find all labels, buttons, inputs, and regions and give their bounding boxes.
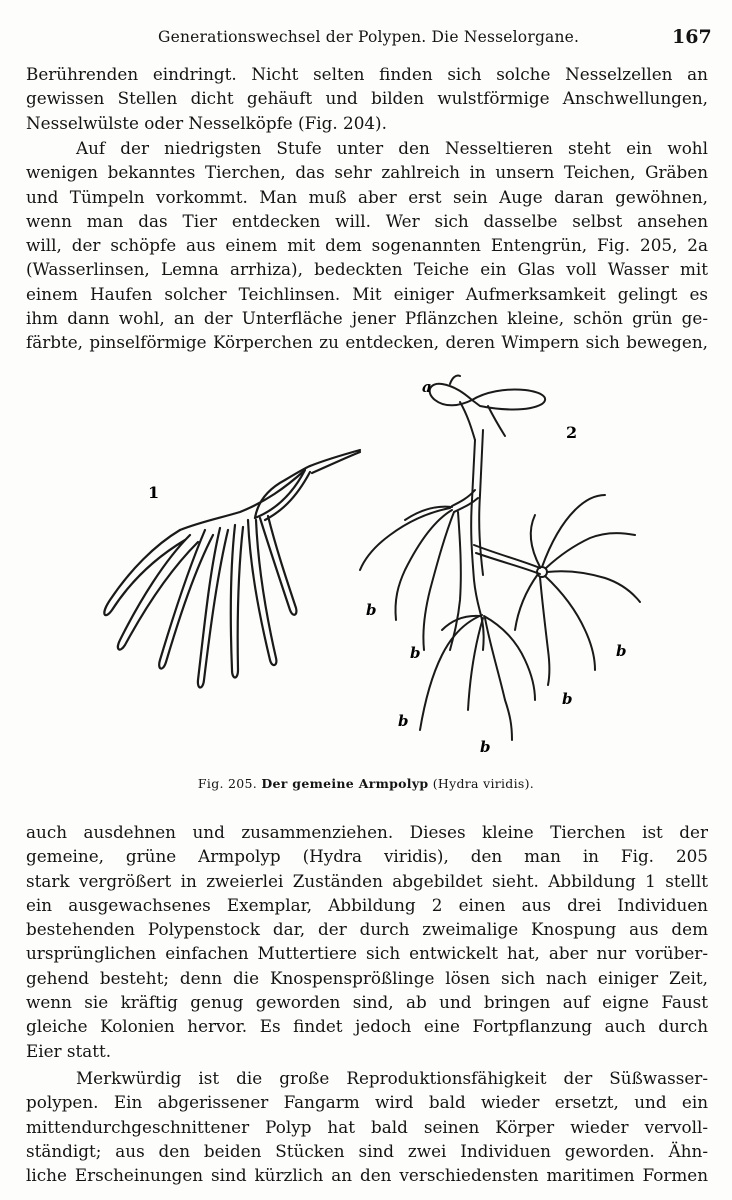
caption-latin: (Hydra viridis). xyxy=(432,776,535,791)
text-line: ihm dann wohl, an der Unterfläche jener Pflänzchen kleine, schön grün ge- xyxy=(26,308,708,329)
caption-title: Der gemeine Armpolyp xyxy=(261,776,429,791)
text-line: (Wasserlinsen, Lemna arrhiza), bedeckten Teiche ein Glas voll Wasser mit xyxy=(26,259,708,280)
figure-label-2: 2 xyxy=(566,423,578,442)
text-line: Merkwürdig ist die große Reproduktionsfähigkeit der Süßwasser- xyxy=(76,1068,708,1088)
figure-label-b: b xyxy=(616,642,627,660)
text-line: ein ausgewachsenes Exemplar, Abbildung 2 einen aus drei Individuen xyxy=(26,894,708,915)
figure-label-b: b xyxy=(480,738,491,756)
text-line: will, der schöpfe aus einem mit dem sogenannten Entengrün, Fig. 205, 2a xyxy=(26,235,708,256)
figure-label-b: b xyxy=(398,712,409,730)
text-line: wenn man das Tier entdecken will. Wer sich dasselbe selbst ansehen xyxy=(26,210,708,231)
text-line: polypen. Ein abgerissener Fangarm wird bald wieder ersetzt, und ein xyxy=(26,1092,708,1113)
figure-label-b: b xyxy=(410,644,421,662)
paragraph-2 xyxy=(26,136,708,355)
text-line: und Tümpeln vorkommt. Man muß aber erst sein Auge daran gewöhnen, xyxy=(26,186,708,207)
text-line: stark vergrößert in zweierlei Zuständen abgebildet sieht. Abbildung 1 stellt xyxy=(26,870,708,891)
page-number: 167 xyxy=(672,26,712,48)
figure-label-b: b xyxy=(562,690,573,708)
text-line: wenigen bekanntes Tierchen, das sehr zahlreich in unsern Teichen, Gräben xyxy=(26,162,708,183)
paragraph-4 xyxy=(26,1066,708,1187)
text-line: Nesselwülste oder Nesselköpfe (Fig. 204). xyxy=(26,112,387,133)
text-line: wenn sie kräftig genug geworden sind, ab und bringen auf eigne Faust xyxy=(26,992,708,1013)
running-head: Generationswechsel der Polypen. Die Nesselorgane. xyxy=(158,28,580,46)
hydra-drawing xyxy=(80,370,720,770)
hydra-single xyxy=(104,450,360,688)
text-line: gehend besteht; denn die Knospensprößlinge lösen sich nach einiger Zeit, xyxy=(26,967,708,988)
figure-label-b: b xyxy=(366,601,377,619)
figure-caption xyxy=(0,776,732,791)
text-line: Berührenden eindringt. Nicht selten finden sich solche Nesselzellen an xyxy=(26,64,708,84)
text-line: ursprünglichen einfachen Muttertiere sich entwickelt hat, aber nur vorüber- xyxy=(26,943,708,964)
figure-label-a: a xyxy=(422,378,432,396)
hydra-colony xyxy=(360,375,640,740)
text-line: färbte, pinselförmige Körperchen zu entdecken, deren Wimpern sich bewegen, xyxy=(26,332,708,353)
text-line: Eier statt. xyxy=(26,1040,112,1061)
text-line: ständigt; aus den beiden Stücken sind zwei Individuen geworden. Ähn- xyxy=(26,1140,708,1161)
figure-hydra-illustration xyxy=(80,370,720,790)
text-line: mittendurchgeschnittener Polyp hat bald seinen Körper wieder vervoll- xyxy=(26,1116,708,1137)
figure-label-1: 1 xyxy=(148,483,160,502)
text-line: Auf der niedrigsten Stufe unter den Nesseltieren steht ein wohl xyxy=(76,138,708,158)
paragraph-1 xyxy=(26,62,708,135)
text-line: gemeine, grüne Armpolyp (Hydra viridis), den man in Fig. 205 xyxy=(26,846,708,867)
text-line: bestehenden Polypenstock dar, der durch zweimalige Knospung aus dem xyxy=(26,919,708,940)
text-line: auch ausdehnen und zusammenziehen. Dieses kleine Tierchen ist der xyxy=(26,822,708,842)
caption-prefix: Fig. 205. xyxy=(197,776,258,791)
paragraph-3 xyxy=(26,820,708,1063)
text-line: gewissen Stellen dicht gehäuft und bilden wulstförmige Anschwellungen, xyxy=(26,88,708,109)
text-line: einem Haufen solcher Teichlinsen. Mit einiger Aufmerksamkeit gelingt es xyxy=(26,283,708,304)
text-line: liche Erscheinungen sind kürzlich an den verschiedensten maritimen Formen xyxy=(26,1165,708,1186)
text-line: gleiche Kolonien hervor. Es findet jedoch eine Fortpflanzung auch durch xyxy=(26,1016,708,1037)
page-header xyxy=(0,26,732,54)
